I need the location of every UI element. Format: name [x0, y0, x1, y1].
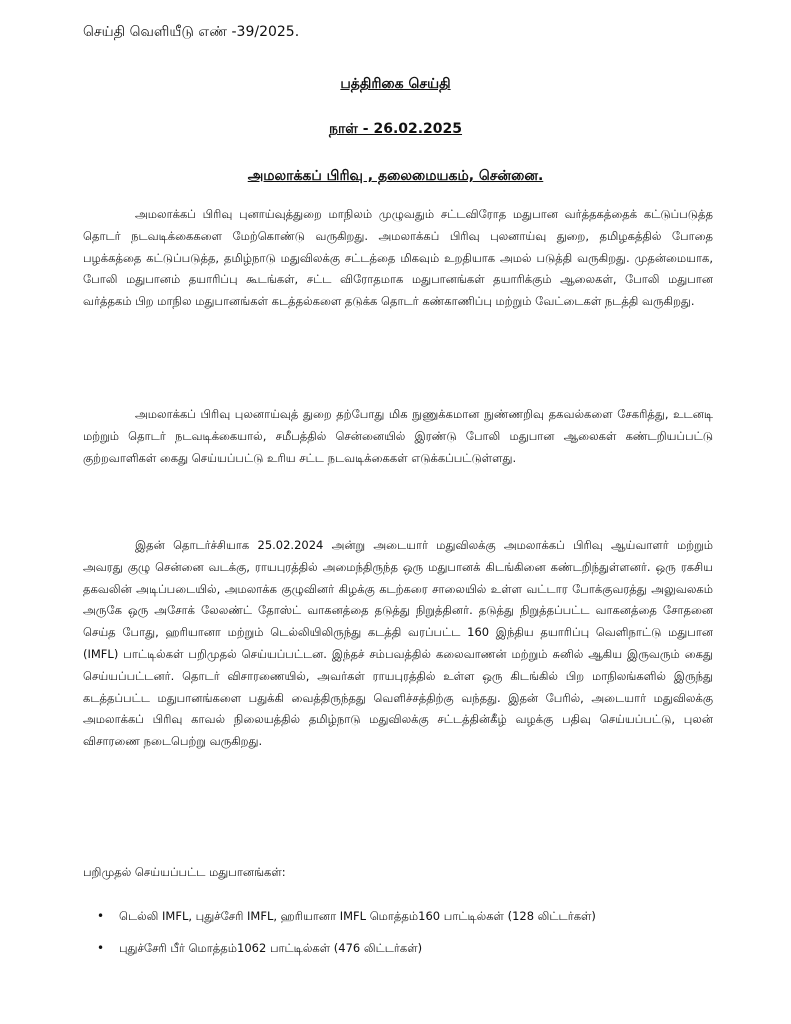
- release-number: செய்தி வெளியீடு எண் -39/2025.: [83, 24, 300, 40]
- bullet-icon: •: [97, 941, 105, 955]
- paragraph-2: அமலாக்கப் பிரிவு புலனாய்வுத் துறை தற்போது மிக நுணுக்கமான நுண்ணறிவு தகவல்களை சேகரித்து, உடனடி மற்றும் தொடர் நடவடிக்கையால், சமீபத்தில் சென்னையில் இரண்டு போலி மதுபான ஆலைகள் கண்டறியப்பட்டு குற்றவாளிகள் கைது செய்யப்பட்டு உரிய சட்ட நடவடிக்கைகள் எடுக்கப்பட்டுள்ளது.: [83, 407, 713, 465]
- list-item: [83, 937, 713, 959]
- paragraph-1: அமலாக்கப் பிரிவு புனாய்வுத்துறை மாநிலம் முழுவதும் சட்டவிரோத மதுபான வர்த்தகத்தைக் கட்டுப்படுத்த தொடர் நடவடிக்கைகளை மேற்கொண்டு வருகிறது. அமலாக்கப் பிரிவு புலனாய்வு துறை, தமிழகத்தில் போதை பழக்கத்தை கட்டுப்படுத்த, தமிழ்நாடு மதுவிலக்கு சட்டத்தை மிகவும் உறதியாக அமல் படுத்தி வருகிறது. முதன்மையாக, போலி மதுபானம் தயாரிப்பு கூடங்கள், சட்ட விரோதமாக மதுபானங்கள் தயாரிக்கும் ஆலைகள், போலி மதுபான வர்த்தகம் பிற மாநில மதுபானங்கள் கடத்தல்களை தடுக்க தொடர் கண்காணிப்பு மற்றும் வேட்டைகள் நடத்தி வருகிறது.: [83, 207, 713, 309]
- seized-heading: பறிமுதல் செய்யப்பட்ட மதுபானங்கள்:: [83, 865, 286, 879]
- seized-list: [83, 905, 713, 969]
- seized-item-2: புதுச்சேரி பீர் மொத்தம்1062 பாட்டில்கள் (476 லிட்டர்கள்): [119, 941, 423, 955]
- paragraph-3: இதன் தொடர்ச்சியாக 25.02.2024 அன்று அடையார் மதுவிலக்கு அமலாக்கப் பிரிவு ஆய்வாளர் மற்றும் அவரது குழு சென்னை வடக்கு, ராயபுரத்தில் அமைந்திருந்த ஒரு மதுபானக் கிடங்கினை கண்டறிந்துள்ளனர். ஒரு ரகசிய தகவலின் அடிப்படையில், அமலாக்க குழுவினர் கிழக்கு கடற்கரை சாலையில் உள்ள வட்டார போக்குவரத்து அலுவலகம் அருகே ஒரு அசோக் லேலண்ட் தோஸ்ட் வாகனத்தை தடுத்து நிறுத்தினர். தடுத்து நிறுத்தப்பட்ட வாகனத்தை சோதனை செய்த போது, ஹரியானா மற்றும் டெல்லியிலிருந்து கடத்தி வரப்பட்ட 160 இந்திய தயாரிப்பு வெளிநாட்டு மதுபான (IMFL) பாட்டில்கள் பறிமுதல் செய்யப்பட்டன. இந்தச் சம்பவத்தில் கலைவாணன் மற்றும் சுனில் ஆகிய இருவரும் கைது செய்யப்பட்டனர். தொடர் விசாரணையில், அவர்கள் ராயபுரத்தில் உள்ள ஒரு கிடங்கில் பிற மாநிலங்களில் இருந்து கடத்தப்பட்ட மதுபானங்களை பதுக்கி வைத்திருந்தது வெளிச்சத்திற்கு வந்தது. இதன் பேரில், அடையார் மதுவிலக்கு அமலாக்கப் பிரிவு காவல் நிலையத்தில் தமிழ்நாடு மதுவிலக்கு சட்டத்தின்கீழ் வழக்கு பதிவு செய்யப்பட்டு, புலன் விசாரணை நடைபெற்று வருகிறது.: [83, 538, 713, 749]
- department-line: அமலாக்கப் பிரிவு , தலைமையகம், சென்னை.: [247, 168, 544, 184]
- seized-item-1: டெல்லி IMFL, புதுச்சேரி IMFL, ஹரியானா IMFL மொத்தம்160 பாட்டில்கள் (128 லிட்டர்கள்): [119, 909, 596, 923]
- page-title: பத்திரிகை செய்தி: [340, 76, 451, 92]
- list-item: [83, 905, 713, 927]
- date-line: நாள் - 26.02.2025: [328, 121, 463, 137]
- bullet-icon: •: [97, 909, 105, 923]
